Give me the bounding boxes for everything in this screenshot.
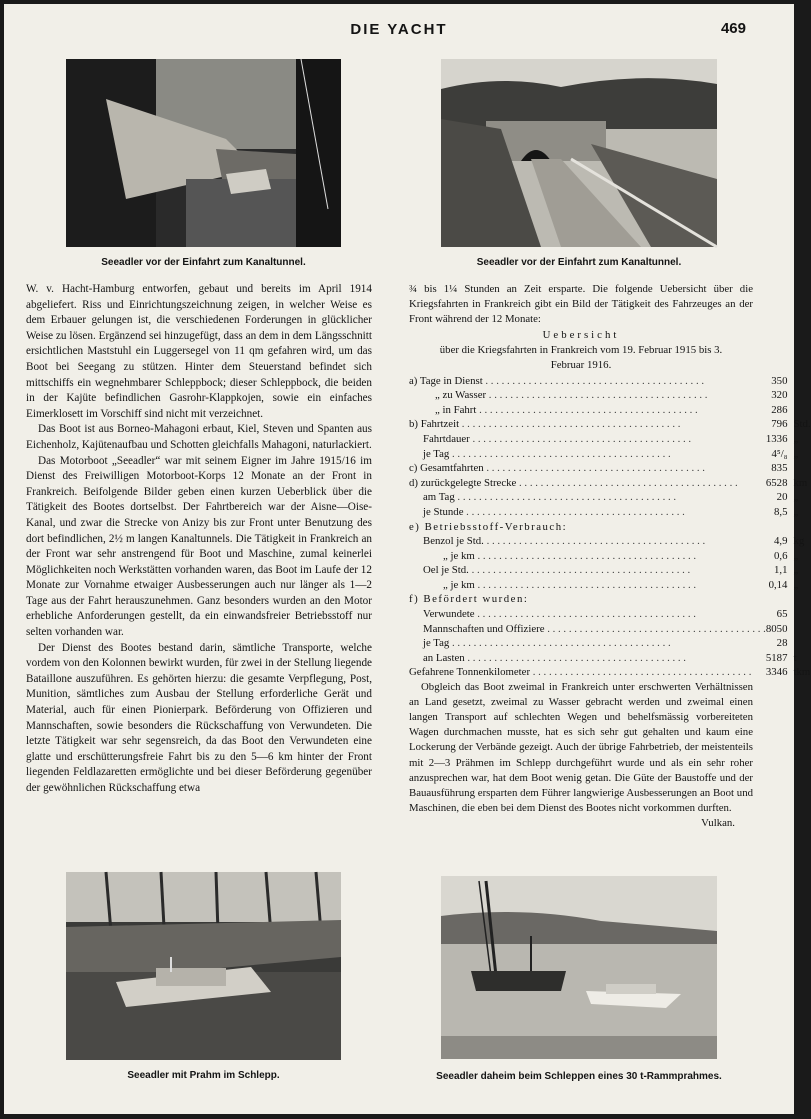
table-row <box>409 505 811 520</box>
row-unit <box>789 461 810 476</box>
table-row <box>409 563 811 578</box>
row-label: je Stunde . . . <box>409 505 766 520</box>
row-label: Oel je Std. . . . <box>409 563 766 578</box>
row-unit <box>789 520 810 535</box>
row-value: 8050 <box>765 622 788 635</box>
row-label: a) Tage in Dienst . . . <box>409 374 766 389</box>
row-label: d) zurückgelegte Strecke . . . <box>409 476 766 491</box>
table-row <box>409 403 811 418</box>
row-value <box>766 520 790 535</box>
row-unit <box>789 622 810 637</box>
row-label: f) Befördert wurden: <box>409 593 529 606</box>
row-unit: km <box>793 476 808 489</box>
row-label: Fahrtdauer . . . <box>409 432 766 447</box>
row-value: 796 <box>771 418 788 431</box>
table-row <box>409 651 811 666</box>
row-label: „ zu Wasser . . . <box>409 388 766 403</box>
row-unit <box>789 403 810 418</box>
row-unit: „ <box>793 432 799 445</box>
article-right-column <box>409 282 811 831</box>
author-signature: Vulkan. <box>701 816 735 829</box>
row-value: 28 <box>776 637 788 650</box>
row-value <box>766 592 790 607</box>
table-row <box>409 432 811 447</box>
row-value: 6528 <box>765 476 788 489</box>
row-value: 65 <box>776 608 788 621</box>
table-title: Uebersicht <box>542 329 620 342</box>
statistics-table <box>409 374 811 680</box>
row-value: 0,14 <box>768 578 788 591</box>
row-label: e) Betriebsstoff-Verbrauch: <box>409 520 568 533</box>
table-row <box>409 447 811 462</box>
table-row <box>409 607 811 622</box>
row-label: je Tag . . . <box>409 636 766 651</box>
row-label: je Tag . . . <box>409 447 766 462</box>
article-left-column <box>26 282 372 797</box>
photo-boat-towing-ram-barge <box>441 876 717 1059</box>
row-unit <box>789 388 810 403</box>
row-value: 20 <box>776 491 788 504</box>
row-value: 0,6 <box>773 549 788 562</box>
table-row <box>409 417 811 432</box>
magazine-page <box>4 4 811 1114</box>
page-number: 469 <box>720 20 746 37</box>
article-paragraph: Obgleich das Boot zweimal in Frankreich unter erschwerten Verhältnissen an Land gesetzt, zweimal zu Wasser gebracht werden und zweimal einen langen Transport auf schlechten Wegen und behelfsmässig vorbereiteten Wagen durchmachen musste, hat es sich sehr gut gehalten und kaum eine Lockerung der Verbände gezeigt. Auch der übrige Fahrbetrieb, der meistenteils mit 2—3 Prähmen im Schlepp durchgeführt wurde und als ein sehr roher anzusprechen war, hat dem Boot wenig getan. Die Güte der Baustoffe und der Bauausführung ersparten dem Führer langwierige Ausbesserungen an Boot und Maschinen, die eben bei dem Dienst des Bootes nicht vorkommen durften. <box>409 681 753 814</box>
row-unit: „ <box>793 447 799 460</box>
table-row <box>409 549 811 564</box>
row-label: b) Fahrtzeit . . . <box>409 417 766 432</box>
caption-photo-bottom-left: Seeadler mit Prahm im Schlepp. <box>127 1070 280 1081</box>
row-value: 1336 <box>765 432 788 445</box>
row-value: 286 <box>771 403 788 416</box>
row-label: „ in Fahrt . . . <box>409 403 766 418</box>
row-label: c) Gesamtfahrten . . . <box>409 461 766 476</box>
row-value: 350 <box>771 374 788 387</box>
table-row <box>409 476 811 491</box>
row-label: Benzol je Std. . . . <box>409 534 766 549</box>
row-unit: „ <box>793 549 799 562</box>
caption-photo-bottom-right: Seeadler daheim beim Schleppen eines 30 t-Rammprahmes. <box>436 1071 722 1082</box>
article-paragraph: ¾ bis 1¼ Stunden an Zeit ersparte. Die folgende Uebersicht über die Kriegsfahrten in Frankreich gibt ein Bild der Tätigkeit des Fahrzeuges an der Front während der 12 Monate: <box>409 283 753 326</box>
table-row <box>409 520 811 535</box>
table-subtitle: über die Kriegsfahrten in Frankreich vom 19. Februar 1915 bis 3. Februar 1916. <box>439 344 723 372</box>
row-label: „ je km . . . <box>409 578 766 593</box>
table-row <box>409 461 811 476</box>
row-label: Mannschaften und Offiziere . . . <box>409 622 766 637</box>
article-paragraph: Der Dienst des Bootes bestand darin, sämtliche Transporte, welche vordem von den Kolonnen bewirkt wurden, für zwei in der Stellung liegende Bataillone auszuführen. Es gehörten hierzu: die gesamte Verpflegung, Post, Munition, sämtliches zum Ausbau der Stellung erforderliche Gerät und Material, auch für einen Pionierpark. Beförderung von Offizieren und Mannschaften, sowie besonders die Rückschaffung von Verwundeten. Die letzte Tätigkeit war sehr segensreich, da das Boot den Verwundeten eine glatte und erschütterungsfreie Fahrt bis zu den 5—6 km hinter der Front liegenden Feldlazaretten ermöglichte und bei dieser Beförderung gegenüber der gewöhnlichen Rückschaffung etwa <box>26 641 372 794</box>
row-label: Verwundete . . . <box>409 607 766 622</box>
table-row <box>409 578 811 593</box>
table-row <box>409 592 811 607</box>
table-row <box>409 490 811 505</box>
table-row <box>409 636 811 651</box>
row-value: 5187 <box>765 651 788 664</box>
row-unit <box>789 607 810 622</box>
row-value: 1,1 <box>773 564 788 577</box>
caption-photo-top-right: Seeadler vor der Einfahrt zum Kanaltunnel. <box>476 257 682 268</box>
caption-photo-top-left: Seeadler vor der Einfahrt zum Kanaltunnel. <box>101 257 306 268</box>
row-unit: „ <box>793 564 799 577</box>
row-unit <box>789 592 810 607</box>
row-label: Gefahrene Tonnenkilometer . . . <box>409 665 766 680</box>
row-label: an Lasten . . . <box>409 651 766 666</box>
row-unit <box>789 636 810 651</box>
photo-boat-towing-barge <box>66 872 341 1060</box>
table-row <box>409 665 811 680</box>
photo-tunnel-entrance-right <box>441 59 717 247</box>
row-label: am Tag . . . <box>409 490 766 505</box>
row-unit: „ <box>793 505 799 518</box>
row-label: „ je km . . . <box>409 549 766 564</box>
row-value: 8,5 <box>773 505 788 518</box>
row-value: 4⁵/₈ <box>771 447 788 460</box>
row-unit: tkm <box>793 666 811 679</box>
table-row <box>409 374 811 389</box>
table-row <box>409 388 811 403</box>
article-paragraph: Das Boot ist aus Borneo-Mahagoni erbaut, Kiel, Steven und Spanten aus Eichenholz, Kajütenaufbau und Schotten gleichfalls Mahagoni, naturlackiert. <box>26 423 372 451</box>
row-value: 4,9 <box>773 535 788 548</box>
row-unit: kg <box>793 535 805 548</box>
article-paragraph: Das Motorboot „Seeadler“ war mit seinem Eigner im Jahre 1915/16 im Dienst des Freiwilligen Motorboot-Korps 12 Monate an der Front in Frankreich. Beifolgende Bilder geben einen kurzen Ueberblick über die Tätigkeit des Bootes dortselbst. Der Fahrtbereich war der Aisne—Oise-Kanal, und zwar die Strecke von Anizy bis zur Front unter Benutzung des dort befindlichen, 2½ m langen Kanaltunnels. Die Tätigkeit in Frankreich an der Front war sehr anstrengend für Boot und Maschine, zumal keinerlei Möglichkeiten noch Werkstätten vorhanden waren, das Boot im Laufe der 12 Monate zur Vornahme etwaiger Ausbesserungen auch nur länger als 1—2 Tage aus der Fahrt herauszunehmen. Ganz besonders wurden an den Motor erhebliche Anforderungen gestellt, da ein einwandsfreier Betriebsstoff nur selten vorhanden war. <box>26 454 372 639</box>
table-row <box>409 622 811 637</box>
photo-tunnel-entrance-left <box>66 59 341 247</box>
article-paragraph: W. v. Hacht-Hamburg entworfen, gebaut und bereits im April 1914 abgeliefert. Riss und Einrichtungszeichnung zeigen, in welcher Weise es dem Erbauer gelungen ist, die verschiedenen Forderungen in glücklicher Weise zu lösen. Ergänzend sei hinzugefügt, dass an dem in dem Längsschnitt ersichtlichen Maststuhl ein Luggersegel von 11 qm gefahren wird, um das Boot bei Seegang zu stützen. Hinter dem Steuerstand befindet sich mittschiffs ein wegnehmbarer Schleppbock; dieser Schleppbock, die beiden in der Kajüte befindlichen Gasrohr-Klappkojen, sowie ein einfaches Eimerklosett im Vorschiff sind nicht mit verzeichnet. <box>26 283 372 420</box>
row-unit <box>789 374 810 389</box>
row-unit: t <box>793 651 797 664</box>
row-value: 3346 <box>765 666 788 679</box>
row-unit: „ <box>793 491 799 504</box>
row-value: 320 <box>771 389 788 402</box>
row-unit: Std. <box>793 418 811 431</box>
magazine-title: DIE YACHT <box>350 21 448 38</box>
row-value: 835 <box>771 462 788 475</box>
page-header <box>4 16 794 40</box>
table-row <box>409 534 811 549</box>
row-unit: „ <box>793 578 799 591</box>
